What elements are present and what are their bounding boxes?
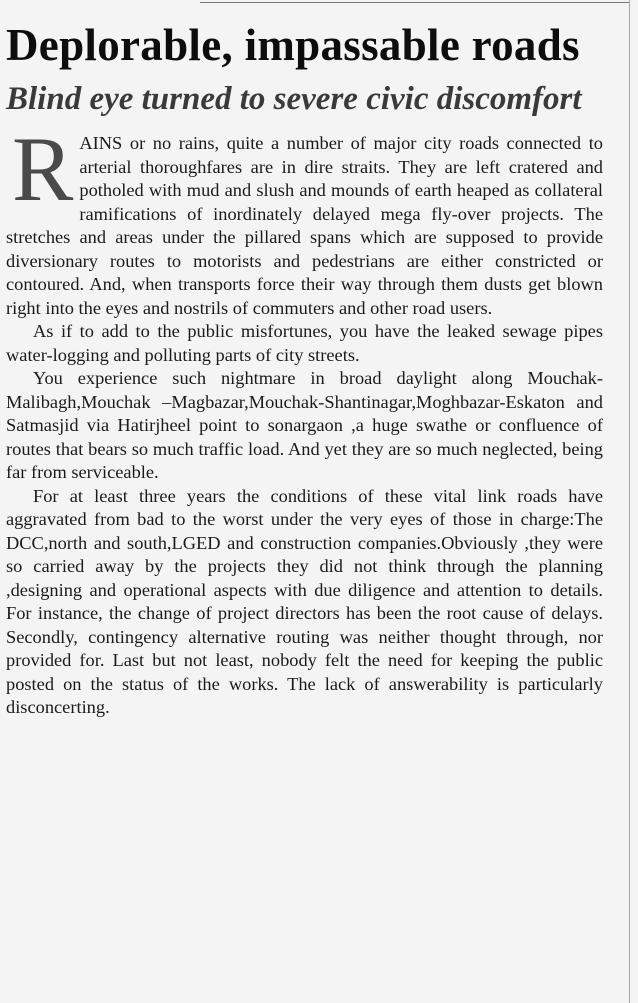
drop-cap: R <box>12 118 74 220</box>
article <box>6 20 603 720</box>
subheadline: Blind eye turned to severe civic discomfort <box>6 81 582 117</box>
paragraph-4: For at least three years the conditions of these vital link roads have aggravated from bad to the worst under the very eyes of those in charge:The DCC,north and south,LGED and construction companies.Obviously ,they were so carried away by the projects they did not think through the planning ,designing and operational aspects with due diligence and attention to details. For instance, the change of project directors has been the root cause of delays. Secondly, contingency alternative routing was neither thought through, nor provided for. Last but not least, nobody felt the need for keeping the public posted on the status of the works. The lack of answerability is particularly disconcerting. <box>6 485 603 717</box>
paragraph-2: As if to add to the public misfortunes, you have the leaked sewage pipes water-logging and polluting parts of city streets. <box>6 321 603 365</box>
paragraph-1-text: AINS or no rains, quite a number of major city roads connected to arterial thoroughfares are in dire straits. They are left cratered and potholed with mud and slush and mounds of earth heaped as collateral ramifications of inordinately delayed mega fly-over projects. The stretches and areas under the pillared spans which are supposed to provide diversionary routes to motorists and pedestrians are either constricted or contoured. And, when transports force their way through them dusts get blown right into the eyes and nostrils of commuters and other road users. <box>6 133 603 318</box>
article-body <box>6 118 603 720</box>
paragraph-1 <box>6 118 603 320</box>
column-rule <box>629 0 630 1003</box>
headline: Deplorable, impassable roads <box>6 20 580 70</box>
top-rule <box>200 2 630 3</box>
paragraph-3: You experience such nightmare in broad daylight along Mouchak- Malibagh,Mouchak –Magbazar,Mouchak-Shantinagar,Moghbazar-Eskaton and Satmasjid via Hatirjheel point to sonargaon ,a huge swathe or confluence of routes that bears so much traffic load. And yet they are so much neglected, being far from serviceable. <box>6 368 603 482</box>
